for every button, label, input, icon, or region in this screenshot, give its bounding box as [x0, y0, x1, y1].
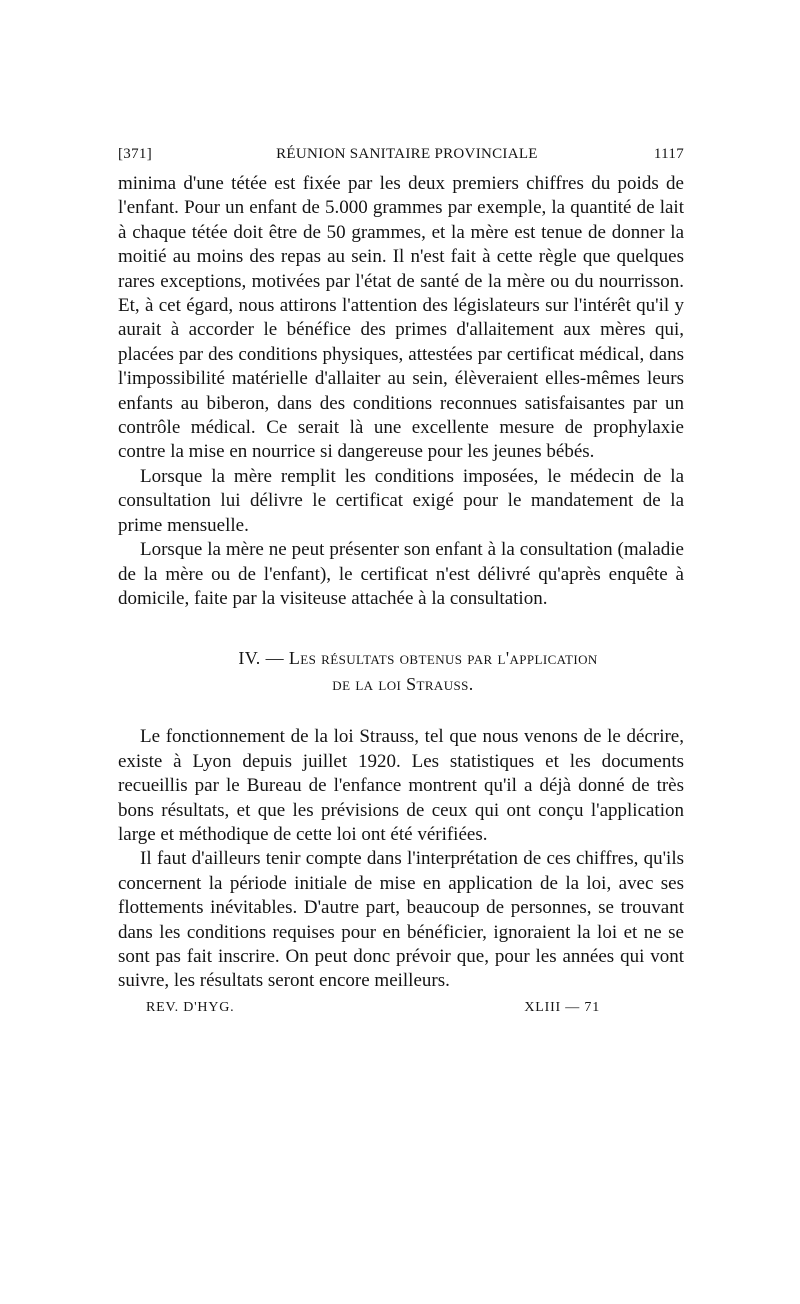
header-section-number: [371]: [118, 146, 152, 162]
paragraph: Il faut d'ailleurs tenir compte dans l'interprétation de ces chiffres, qu'ils concernent la période initiale de mise en application de la loi, avec ses flottements inévitables. D'autre part, beaucoup de personnes, se trouvant dans les conditions requises pour en bénéficier, ignoraient la loi et ne se sont pas fait inscrire. On peut donc prévoir que, pour les années qui vont suivre, les résultats seront encore meilleurs.: [118, 848, 684, 992]
header-title: RÉUNION SANITAIRE PROVINCIALE: [276, 146, 538, 162]
header-page-number: 1117: [653, 146, 684, 162]
page-footer: [118, 1000, 684, 1016]
footer-volume: XLIII — 71: [524, 999, 600, 1015]
paragraph: minima d'une tétée est fixée par les deux premiers chiffres du poids de l'enfant. Pour un enfant de 5.000 grammes par exemple, la quantité de lait à chaque tétée doit être de 50 grammes, et la mère est tenue de donner la moitié au moins des repas au sein. Il n'est fait à cette règle que quelques rares exceptions, motivées par l'état de santé de la mère ou du nourrisson. Et, à cet égard, nous attirons l'attention des législateurs sur l'intérêt qu'il y aurait à accorder le bénéfice des primes d'allaitement aux mères qui, placées par des conditions physiques, attestées par certificat médical, dans l'impossibilité matérielle d'allaiter au sein, élèveraient elles-mêmes leurs enfants au biberon, dans des conditions reconnues satisfaisantes par un contrôle médical. Ce serait là une excellente mesure de prophylaxie contre la mise en nourrice si dangereuse pour les jeunes bébés.: [118, 173, 684, 463]
paragraph: Lorsque la mère ne peut présenter son enfant à la consultation (maladie de la mère ou de l'enfant), le certificat n'est délivré qu'après enquête à domicile, faite par la visiteuse attachée à la consultation.: [118, 539, 684, 609]
body-text-before: [118, 172, 684, 611]
section-heading-line-2: de la loi Strauss.: [332, 674, 474, 695]
section-heading-line-1: IV. — Les résultats obtenus par l'application: [238, 648, 598, 669]
footer-journal: REV. D'HYG.: [146, 999, 235, 1015]
document-page: [118, 146, 684, 1016]
body-text-after: [118, 725, 684, 993]
running-head: [118, 146, 684, 172]
section-heading: [118, 645, 684, 697]
paragraph: Lorsque la mère remplit les conditions imposées, le médecin de la consultation lui délivre le certificat exigé pour le mandatement de la prime mensuelle.: [118, 465, 684, 536]
paragraph: Le fonctionnement de la loi Strauss, tel que nous venons de le décrire, existe à Lyon depuis juillet 1920. Les statistiques et les documents recueillis par le Bureau de l'enfance montrent qu'il a déjà donné de très bons résultats, et que les prévisions de ceux qui ont conçu l'application large et méthodique de cette loi ont été vérifiées.: [118, 726, 684, 845]
